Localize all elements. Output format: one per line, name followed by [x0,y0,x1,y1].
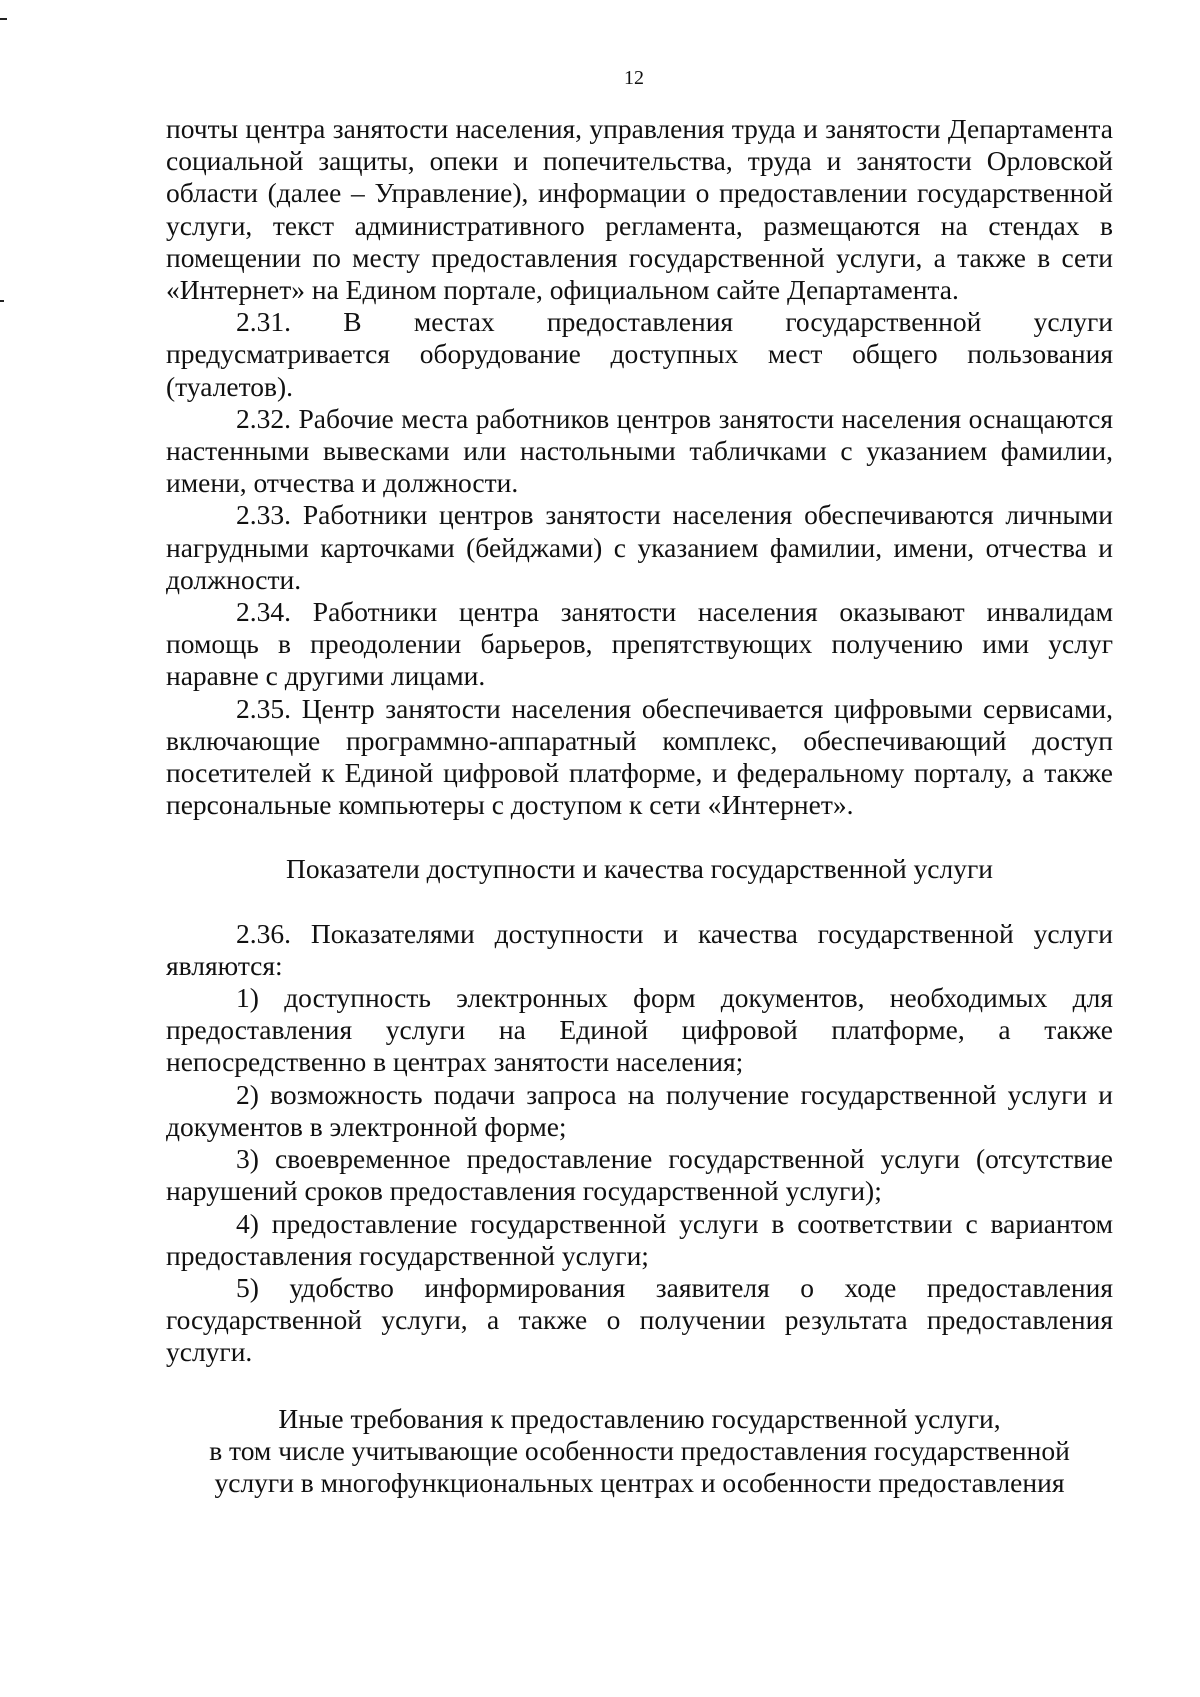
list-item-1: 1) доступность электронных форм документов, необходимых для предоставления услуги на Единой цифровой платформе, а также непосредственно в центрах занятости населения; [166,982,1113,1078]
paragraph-2-35: 2.35. Центр занятости населения обеспечивается цифровыми сервисами, включающие программно-аппаратный комплекс, обеспечивающий доступ посетителей к Единой цифровой платформе, и федеральному порталу, а также персональные компьютеры с доступом к сети «Интернет». [166,692,1113,821]
list-item-5: 5) удобство информирования заявителя о ходе предоставления государственной услуги, а также о получении результата предоставления услуги. [166,1271,1113,1368]
document-body [166,113,1113,1499]
paragraph-continuation: почты центра занятости населения, управления труда и занятости Департамента социальной защиты, опеки и попечительства, труда и занятости Орловской области (далее – Управление), информации о предоставлении государственной услуги, текст административного регламента, размещаются на стендах в помещении по месту предоставления государственной услуги, а также в сети «Интернет» на Едином портале, официальном сайте Департамента. [166,113,1113,306]
page-number: 12 [624,67,644,89]
paragraph-2-32: 2.32. Рабочие места работников центров занятости населения оснащаются настенными вывесками или настольными табличками с указанием фамилии, имени, отчества и должности. [166,402,1113,499]
list-item-3: 3) своевременное предоставление государственной услуги (отсутствие нарушений сроков предоставления государственной услуги); [166,1143,1113,1207]
paragraph-2-33: 2.33. Работники центров занятости населения обеспечиваются личными нагрудными карточками (бейджами) с указанием фамилии, имени, отчества и должности. [166,499,1113,595]
heading-line: услуги в многофункциональных центрах и особенности предоставления [214,1466,1065,1498]
list-item-2: 2) возможность подачи запроса на получение государственной услуги и документов в электронной форме; [166,1078,1113,1142]
paragraph-2-36: 2.36. Показателями доступности и качества государственной услуги являются: [166,917,1113,981]
section-heading-quality: Показатели доступности и качества государственной услуги [286,853,993,885]
heading-line: в том числе учитывающие особенности предоставления государственной [209,1434,1070,1466]
section-heading-other-requirements [166,1403,1113,1500]
paragraph-2-31: 2.31. В местах предоставления государственной услуги предусматривается оборудование доступных мест общего пользования (туалетов). [166,306,1113,402]
paragraph-2-34: 2.34. Работники центра занятости населения оказывают инвалидам помощь в преодолении барьеров, препятствующих получению ими услуг наравне с другими лицами. [166,596,1113,692]
scan-mark [0,18,7,20]
list-item-4: 4) предоставление государственной услуги в соответствии с вариантом предоставления государственной услуги; [166,1207,1113,1271]
scan-mark [0,300,4,302]
heading-line: Иные требования к предоставлению государственной услуги, [278,1402,1001,1434]
